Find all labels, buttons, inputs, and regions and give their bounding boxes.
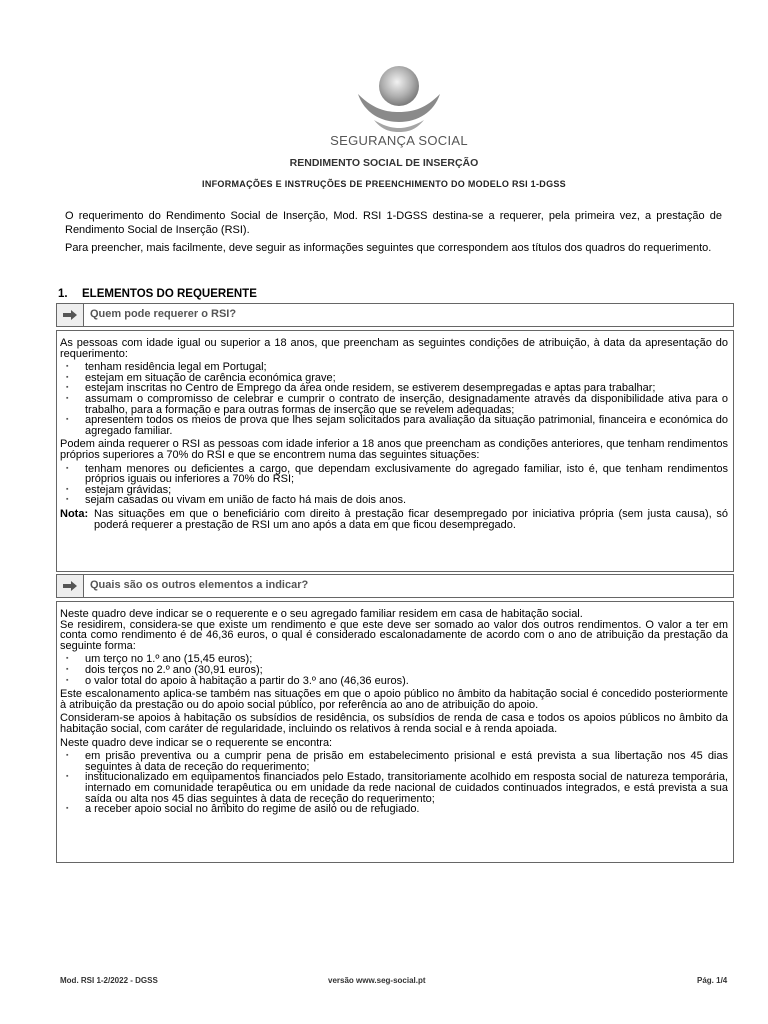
list-item: ▪ em prisão preventiva ou a cumprir pena de prisão em estabelecimento prisional e está prevista a sua libertação nos 45 dias seguintes à data de receção do requerimento; — [60, 751, 728, 772]
section-number: 1. — [58, 288, 68, 300]
document-subtitle: INFORMAÇÕES E INSTRUÇÕES DE PREENCHIMENTO DO MODELO RSI 1-DGSS — [202, 179, 566, 189]
situation-list — [60, 751, 728, 815]
question-2-content — [60, 609, 728, 818]
list-item: ▪ institucionalizado em equipamentos financiados pelo Estado, transitoriamente acolhido em resposta social de natureza temporária, internado em comunidade terapêutica ou em unidade da rede nacional de cuidados continuados integrados, e está prevista a sua saída ou alta nos 45 dias seguintes à data de receção do requerimento; — [60, 772, 728, 804]
list-item: ▪ estejam inscritas no Centro de Emprego da área onde residem, se estiverem desempregadas e aptas para trabalhar; — [60, 383, 728, 394]
question-bar-2 — [56, 574, 734, 598]
list-item: ▪ estejam em situação de carência económica grave; — [60, 373, 728, 384]
list-item: ▪ dois terços no 2.º ano (30,91 euros); — [60, 665, 728, 676]
paragraph: Neste quadro deve indicar se o requerente se encontra: — [60, 736, 333, 749]
logo-text: SEGURANÇA SOCIAL — [330, 133, 468, 148]
list-item: ▪ apresentem todos os meios de prova que lhes sejam solicitados para avaliação da situação patrimonial, financeira e económica do agregado familiar. — [60, 415, 728, 436]
situations-list — [60, 464, 728, 506]
paragraph: Consideram-se apoios à habitação os subsídios de residência, os subsídios de renda de casa e todos os apoios públicos no âmbito da habitação social, com caráter de regularidade, incluindo os relativos à renda social e à renda apoiada. — [60, 712, 728, 735]
conditions-list — [60, 362, 728, 436]
arrow-right-icon — [57, 575, 84, 597]
paragraph: Neste quadro deve indicar se o requerente e o seu agregado familiar residem em casa de habitação social. — [60, 608, 583, 620]
document-title: RENDIMENTO SOCIAL DE INSERÇÃO — [289, 157, 479, 169]
list-item: ▪ tenham menores ou deficientes a cargo, que dependam exclusivamente do agregado familiar, isto é, que tenham rendimentos próprios iguais ou inferiores a 70% do RSI; — [60, 464, 728, 485]
question-title: Quem pode requerer o RSI? — [90, 308, 237, 320]
question-bar-1 — [56, 303, 734, 327]
footer-page-number: Pág. 1/4 — [697, 976, 728, 985]
question-title: Quais são os outros elementos a indicar? — [90, 579, 309, 591]
list-item: ▪ sejam casadas ou vivam em união de facto há mais de dois anos. — [60, 495, 728, 506]
list-item: ▪ o valor total do apoio à habitação a partir do 3.º ano (46,36 euros). — [60, 676, 728, 687]
note-label: Nota: — [60, 507, 89, 520]
list-item: ▪ tenham residência legal em Portugal; — [60, 362, 728, 373]
intro-paragraph: Para preencher, mais facilmente, deve seguir as informações seguintes que correspondem aos títulos dos quadros do requerimento. — [65, 242, 712, 254]
question-1-content — [60, 338, 728, 530]
section-heading — [58, 288, 257, 300]
section-title: ELEMENTOS DO REQUERENTE — [82, 288, 257, 300]
list-item: ▪ a receber apoio social no âmbito do regime de asilo ou de refugiado. — [60, 804, 728, 815]
paragraph: As pessoas com idade igual ou superior a 18 anos, que preencham as seguintes condições de atribuição, à data da apresentação do requerimento: — [60, 337, 728, 360]
arrow-right-icon — [57, 304, 84, 326]
footer-website: versão www.seg-social.pt — [328, 976, 426, 985]
paragraph: Este escalonamento aplica-se também nas situações em que o apoio público no âmbito da habitação social é concedido posteriormente à atribuição da prestação ou do apoio social público, por referência ao ano de atribuição do apoio. — [60, 688, 728, 711]
note — [60, 509, 728, 530]
seguranca-social-logo — [328, 62, 470, 154]
schedule-list — [60, 654, 728, 686]
paragraph: Se residirem, considera-se que existe um rendimento e que este deve ser somado ao valor dos outros rendimentos. O valor a ter em conta como rendimento é de 46,36 euros, o qual é considerado escalonadamente de acordo com o ano de atribuição da prestação da seguinte forma: — [60, 618, 728, 652]
note-text: Nas situações em que o beneficiário com direito à prestação ficar desempregado por iniciativa própria (sem justa causa), só poderá requerer a prestação de RSI um ano após a data em que ficou desempregado. — [94, 507, 728, 531]
list-item: ▪ um terço no 1.º ano (15,45 euros); — [60, 654, 728, 665]
list-item: ▪ assumam o compromisso de celebrar e cumprir o contrato de inserção, designadamente através da disponibilidade ativa para o trabalho, para a formação e para outras formas de inserção que se revelem adequadas; — [60, 394, 728, 415]
intro-text — [65, 209, 722, 259]
list-item: ▪ estejam grávidas; — [60, 485, 728, 496]
intro-paragraph: O requerimento do Rendimento Social de Inserção, Mod. RSI 1-DGSS destina-se a requerer, pela primeira vez, a prestação de Rendimento Social de Inserção (RSI). — [65, 210, 722, 236]
footer-form-code: Mod. RSI 1-2/2022 - DGSS — [60, 976, 158, 985]
paragraph: Podem ainda requerer o RSI as pessoas com idade inferior a 18 anos que preencham as condições anteriores, que tenham rendimentos próprios superiores a 70% do RSI e que se encontrem numa das seguintes situações: — [60, 438, 728, 461]
seguranca-social-emblem-icon — [344, 62, 454, 132]
